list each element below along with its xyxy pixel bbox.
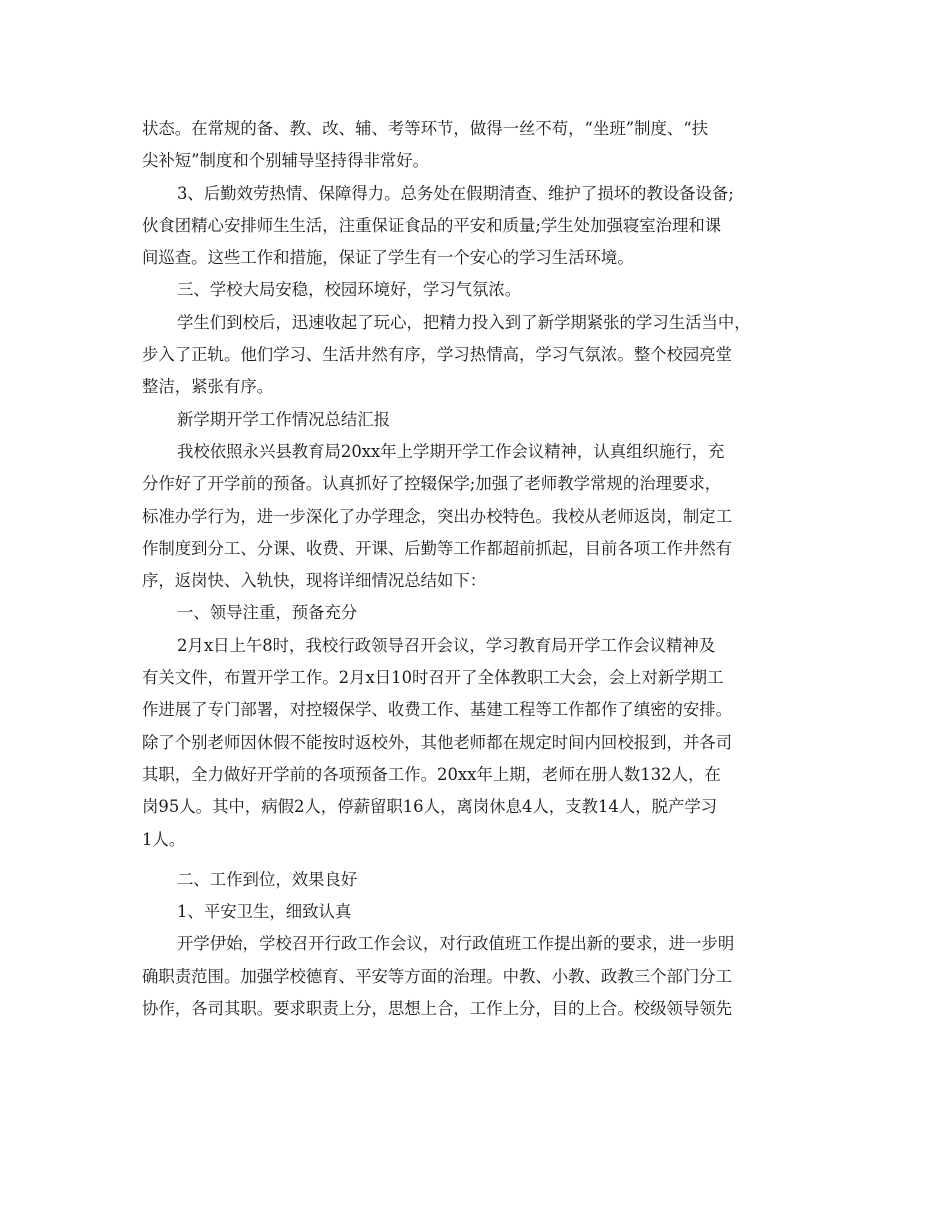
text-line: 1人。 — [142, 829, 186, 849]
text-line: 作制度到分工、分课、收费、开课、后勤等工作都超前抓起，目前各项工作井然有 — [142, 538, 733, 558]
text-line: 一、领导注重，预备充分 — [177, 603, 358, 623]
text-line: 2月x日上午8时，我校行政领导召开会议，学习教育局开学工作会议精神及 — [177, 635, 716, 655]
text-line: 尖补短”制度和个别辅导坚持得非常好。 — [142, 151, 430, 171]
text-line: 岗95人。其中，病假2人，停薪留职16人，离岗休息4人，支教14人，脱产学习 — [142, 797, 718, 817]
text-line: 1、平安卫生，细致认真 — [177, 902, 352, 922]
text-line: 状态。在常规的备、教、改、辅、考等环节，做得一丝不苟，“坐班”制度、“扶 — [142, 119, 709, 138]
text-line: 协作，各司其职。要求职责上分，思想上合，工作上分，目的上合。校级领导领先 — [142, 999, 733, 1019]
text-line: 作进展了专门部署，对控辍保学、收费工作、基建工程等工作都作了缜密的安排。 — [142, 700, 733, 720]
text-line: 新学期开学工作情况总结汇报 — [177, 409, 391, 429]
text-line: 有关文件，布置开学工作。2月x日10时召开了全体教职工大会，会上对新学期工 — [142, 668, 724, 688]
text-line: 三、学校大局安稳，校园环境好，学习气氛浓。 — [177, 280, 522, 300]
text-line: 开学伊始，学校召开行政工作会议，对行政值班工作提出新的要求，进一步明 — [177, 934, 735, 954]
text-line: 3、后勤效劳热情、保障得力。总务处在假期清查、维护了损坏的教设备设备; — [177, 183, 734, 203]
text-line: 伙食团精心安排师生生活，注重保证食品的平安和质量;学生处加强寝室治理和课 — [142, 215, 722, 235]
text-line: 我校依照永兴县教育局20xx年上学期开学工作会议精神，认真组织施行，充 — [177, 441, 725, 461]
text-line: 步入了正轨。他们学习、生活井然有序，学习热情高，学习气氛浓。整个校园亮堂 — [142, 345, 733, 365]
paragraph-gap — [142, 856, 822, 864]
text-line: 整洁，紧张有序。 — [142, 377, 274, 397]
text-line: 除了个别老师因休假不能按时返校外，其他老师都在规定时间内回校报到，并各司 — [142, 732, 733, 752]
text-line: 学生们到校后，迅速收起了玩心，把精力投入到了新学期紧张的学习生活当中， — [177, 312, 751, 332]
text-line: 确职责范围。加强学校德育、平安等方面的治理。中教、小教、政教三个部门分工 — [142, 966, 733, 986]
text-line: 序，返岗快、入轨快，现将详细情况总结如下： — [142, 571, 487, 591]
text-line: 其职，全力做好开学前的各项预备工作。20xx年上期，老师在册人数132人，在 — [142, 764, 721, 784]
document-body — [142, 113, 822, 1025]
text-line: 分作好了开学前的预备。认真抓好了控辍保学;加强了老师教学常规的治理要求， — [142, 474, 722, 494]
text-line: 间巡查。这些工作和措施，保证了学生有一个安心的学习生活环境。 — [142, 248, 634, 268]
text-line: 标准办学行为，进一步深化了办学理念，突出办校特色。我校从老师返岗，制定工 — [142, 506, 733, 526]
text-line: 二、工作到位，效果良好 — [177, 869, 358, 889]
